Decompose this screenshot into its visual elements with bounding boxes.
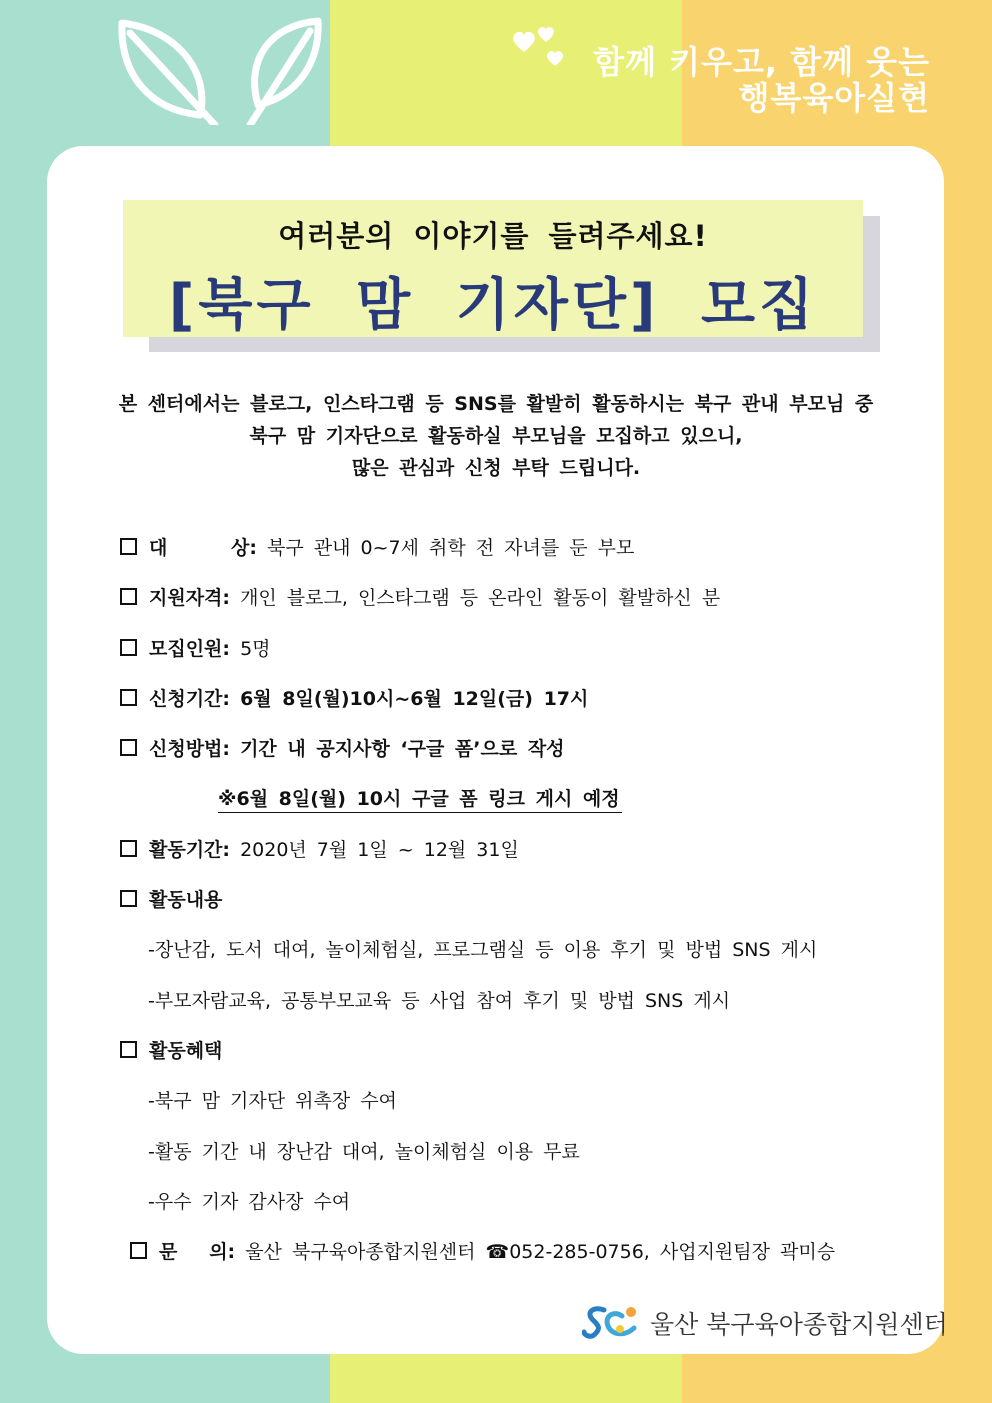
page-title: [북구 맘 기자단] 모집 <box>168 273 818 338</box>
item-label: 활동혜택 <box>149 1040 223 1062</box>
checkbox-icon <box>120 538 137 555</box>
title-subtitle: 여러분의 이야기를 들려주세요! <box>278 219 708 253</box>
item-inquiry <box>130 1237 835 1264</box>
leaf-icon <box>110 15 330 125</box>
checkbox-icon <box>130 1242 147 1259</box>
method-note: ※6월 8일(월) 10시 구글 폼 링크 게시 예정 <box>218 784 622 813</box>
item-activity-period <box>120 835 519 862</box>
intro-line: 많은 관심과 신청 부탁 드립니다. <box>351 457 641 479</box>
footer-center-name: 울산 북구육아종합지원센터 <box>650 1310 948 1339</box>
item-label: 모집인원: <box>149 638 231 660</box>
item-label: 지원자격: <box>149 587 231 609</box>
item-value: 6월 8일(월)10시~6월 12일(금) 17시 <box>240 688 589 710</box>
item-value: 북구 관내 0~7세 취학 전 자녀를 둔 부모 <box>267 537 635 559</box>
item-label: 활동기간: <box>149 839 231 861</box>
benefit-line: -북구 맘 기자단 위촉장 수여 <box>148 1090 397 1112</box>
item-label: 대 상: <box>149 537 257 559</box>
checkbox-icon <box>120 639 137 656</box>
benefit-line: -활동 기간 내 장난감 대여, 놀이체험실 이용 무료 <box>148 1141 580 1163</box>
item-value: 2020년 7월 1일 ~ 12월 31일 <box>240 839 519 861</box>
checkbox-icon <box>120 840 137 857</box>
checkbox-icon <box>120 689 137 706</box>
item-value: 기간 내 공지사항 ‘구글 폼’으로 작성 <box>240 738 565 760</box>
activity-content-line: -장난감, 도서 대여, 놀이체험실, 프로그램실 등 이용 후기 및 방법 SNS 게시 <box>148 939 818 961</box>
item-method <box>120 734 565 761</box>
intro-line: 북구 맘 기자단으로 활동하실 부모님을 모집하고 있으니, <box>249 425 743 447</box>
item-benefits <box>120 1036 222 1063</box>
slogan <box>593 44 930 116</box>
activity-content-line: -부모자람교육, 공통부모교육 등 사업 참여 후기 및 방법 SNS 게시 <box>148 990 731 1012</box>
intro-line: 본 센터에서는 블로그, 인스타그램 등 SNS를 활발히 활동하시는 북구 관내 부모님 중 <box>118 393 874 415</box>
heart-icon <box>510 22 570 67</box>
item-label: 신청기간: <box>149 688 231 710</box>
item-recruits <box>120 634 271 661</box>
item-value: 5명 <box>240 638 271 660</box>
benefit-line: -우수 기자 감사장 수여 <box>148 1191 351 1213</box>
item-activity-content <box>120 885 222 912</box>
item-label: 문 의: <box>159 1241 236 1263</box>
title-box <box>123 200 863 337</box>
center-logo-icon <box>582 1302 642 1342</box>
item-period <box>120 684 588 711</box>
slogan-line1: 함께 키우고, 함께 웃는 <box>593 43 930 81</box>
item-qualification <box>120 583 720 610</box>
item-target <box>120 533 634 560</box>
item-label: 활동내용 <box>149 889 223 911</box>
intro-text <box>60 388 932 484</box>
checkbox-icon <box>120 588 137 605</box>
slogan-line2: 행복육아실현 <box>738 79 930 117</box>
checkbox-icon <box>120 1041 137 1058</box>
checkbox-icon <box>120 890 137 907</box>
item-label: 신청방법: <box>149 738 231 760</box>
checkbox-icon <box>120 739 137 756</box>
item-value: 개인 블로그, 인스타그램 등 온라인 활동이 활발하신 분 <box>240 587 721 609</box>
item-value: 울산 북구육아종합지원센터 ☎052-285-0756, 사업지원팀장 곽미승 <box>245 1241 836 1263</box>
